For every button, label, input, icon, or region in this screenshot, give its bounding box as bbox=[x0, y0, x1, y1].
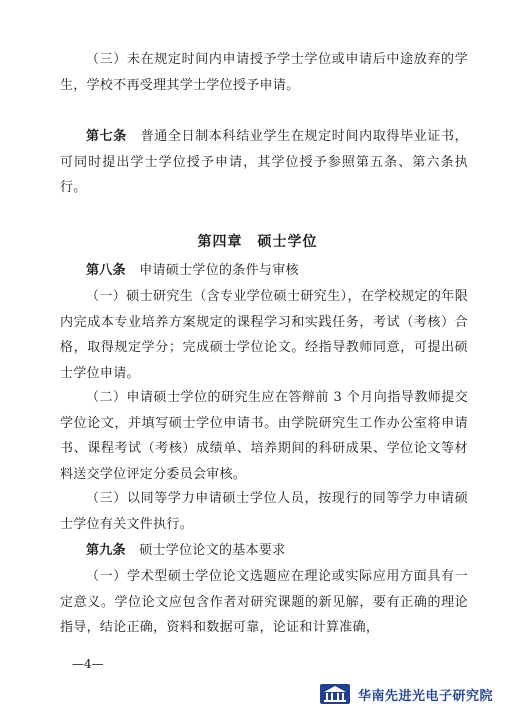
footer-brand bbox=[318, 682, 493, 706]
paragraph-1 bbox=[60, 47, 468, 98]
paragraph-text: （二）申请硕士学位的研究生应在答辩前 3 个月向指导教师提交学位论文，并填写硕士学位申请书。由学院研究生工作办公室将申请书、课程考试（考核）成绩单、培养期间的科研成果、学位论文等材料送交学位评定分委员会审核。 bbox=[60, 390, 468, 482]
paragraph-article-7 bbox=[60, 124, 468, 201]
paragraph-text: （一）硕士研究生（含专业学位硕士研究生），在学校规定的年限内完成本专业培养方案规定的课程学习和实践任务，考试（考核）合格，取得规定学分；完成硕士学位论文。经指导教师同意，可提出硕士学位申请。 bbox=[60, 289, 468, 381]
paragraph-8-1 bbox=[60, 284, 468, 386]
paragraph-text: 普通全日制本科结业学生在规定时间内取得毕业证书，可同时提出学士学位授予申请，其学位授予参照第五条、第六条执行。 bbox=[60, 129, 468, 195]
page-number: —4— bbox=[72, 657, 104, 671]
paragraph-9-1 bbox=[60, 564, 468, 641]
institute-name: 华南先进光电子研究院 bbox=[358, 688, 494, 704]
paragraph-article-9 bbox=[60, 538, 468, 564]
paragraph-text: （三）未在规定时间内申请授予学士学位或申请后中途放弃的学生，学校不再受理其学士学位授予申请。 bbox=[60, 52, 468, 93]
paragraph-text: （一）学术型硕士学位论文选题应在理论或实际应用方面具有一定意义。学位论文应包含作者对研究课题的新见解，要有正确的理论指导，结论正确，资料和数据可靠，论证和计算准确， bbox=[60, 569, 468, 635]
chapter-title: 第四章 硕士学位 bbox=[197, 234, 318, 250]
paragraph-text: 申请硕士学位的条件与审核 bbox=[125, 263, 299, 278]
paragraph-article-8 bbox=[60, 258, 468, 284]
article-label: 第七条 bbox=[86, 129, 127, 144]
paragraph-text: （三）以同等学力申请硕士学位人员，按现行的同等学力申请硕士学位有关文件执行。 bbox=[60, 491, 468, 532]
paragraph-text: 硕士学位论文的基本要求 bbox=[125, 543, 286, 558]
institute-building-logo-icon bbox=[318, 682, 352, 706]
paragraph-8-3 bbox=[60, 486, 468, 537]
article-label: 第八条 bbox=[86, 263, 126, 278]
article-label: 第九条 bbox=[86, 543, 126, 558]
paragraph-8-2 bbox=[60, 385, 468, 487]
